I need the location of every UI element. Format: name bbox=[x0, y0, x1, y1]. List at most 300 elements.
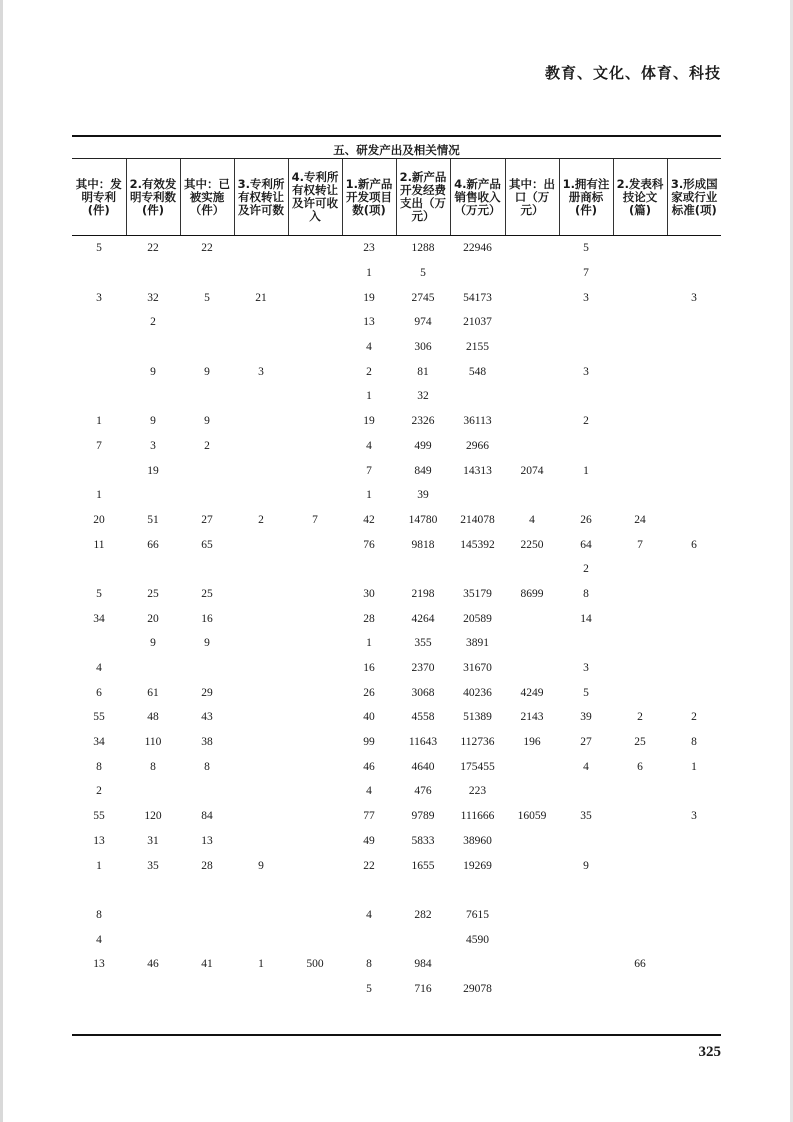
table-cell: 3 bbox=[258, 365, 264, 378]
table-cell bbox=[667, 359, 721, 384]
table-cell: 4 bbox=[366, 908, 372, 921]
table-cell: 25 bbox=[147, 587, 159, 600]
table-row bbox=[72, 853, 721, 878]
table-cell: 5 bbox=[96, 242, 102, 255]
table-row bbox=[72, 631, 721, 656]
table-cell bbox=[234, 458, 288, 483]
table-cell bbox=[180, 261, 234, 286]
table-cell bbox=[667, 384, 721, 409]
table-cell bbox=[234, 829, 288, 854]
table-cell bbox=[613, 927, 667, 952]
table-cell bbox=[288, 310, 342, 335]
table-cell: 2155 bbox=[466, 341, 489, 354]
table-cell bbox=[505, 384, 559, 409]
table-row bbox=[72, 606, 721, 631]
table-cell: 8 bbox=[204, 760, 210, 773]
table-cell bbox=[613, 261, 667, 286]
table-cell bbox=[505, 631, 559, 656]
table-cell: 500 bbox=[306, 958, 324, 971]
table-cell: 9 bbox=[150, 415, 156, 428]
table-cell: 27 bbox=[201, 513, 213, 526]
table-cell bbox=[396, 557, 450, 582]
table-cell: 984 bbox=[414, 958, 432, 971]
table-row bbox=[72, 261, 721, 286]
table-cell: 8699 bbox=[520, 587, 544, 600]
table-cell bbox=[234, 606, 288, 631]
table-cell: 9 bbox=[583, 859, 589, 872]
table-row bbox=[72, 705, 721, 730]
table-cell bbox=[126, 903, 180, 928]
column-header: 2.有效发明专利数(件) bbox=[126, 159, 180, 236]
table-cell: 30 bbox=[363, 587, 375, 600]
table-cell bbox=[342, 878, 396, 903]
table-cell bbox=[667, 582, 721, 607]
table-cell: 19 bbox=[363, 291, 375, 304]
table-cell: 4 bbox=[366, 341, 372, 354]
table-row bbox=[72, 754, 721, 779]
table-row bbox=[72, 582, 721, 607]
table-cell: 3 bbox=[583, 365, 589, 378]
table-cell: 2 bbox=[583, 563, 589, 576]
table-cell: 13 bbox=[201, 834, 213, 847]
table-cell: 9 bbox=[150, 365, 156, 378]
table-cell bbox=[288, 458, 342, 483]
table-row bbox=[72, 878, 721, 903]
table-cell bbox=[613, 434, 667, 459]
table-cell: 1655 bbox=[411, 859, 435, 872]
table-cell bbox=[505, 261, 559, 286]
table-cell: 2 bbox=[637, 711, 643, 724]
section-title: 五、研发产出及相关情况 bbox=[333, 143, 460, 157]
table-cell: 1 bbox=[366, 267, 372, 280]
table-cell: 39 bbox=[417, 489, 429, 502]
table-cell bbox=[288, 977, 342, 1002]
table-cell: 8 bbox=[366, 958, 372, 971]
table-cell bbox=[505, 754, 559, 779]
column-header: 1.新产品开发项目数(项) bbox=[342, 159, 396, 236]
table-cell: 20589 bbox=[463, 612, 492, 625]
table-cell: 40 bbox=[363, 711, 375, 724]
table-cell: 4558 bbox=[411, 711, 435, 724]
table-cell: 2 bbox=[583, 415, 589, 428]
table-cell bbox=[342, 557, 396, 582]
table-row bbox=[72, 927, 721, 952]
table-cell bbox=[559, 977, 613, 1002]
table-cell: 4 bbox=[366, 439, 372, 452]
table-cell bbox=[667, 853, 721, 878]
table-cell: 2074 bbox=[520, 464, 544, 477]
table-cell: 355 bbox=[414, 637, 432, 650]
table-cell: 24 bbox=[634, 513, 646, 526]
table-cell bbox=[613, 631, 667, 656]
table-body bbox=[72, 236, 721, 1002]
table-cell bbox=[505, 977, 559, 1002]
table-row bbox=[72, 977, 721, 1002]
table-cell: 716 bbox=[414, 982, 432, 995]
table-cell bbox=[180, 310, 234, 335]
table-cell: 16 bbox=[363, 662, 375, 675]
table-cell: 20 bbox=[147, 612, 159, 625]
table-cell: 26 bbox=[580, 513, 592, 526]
table-cell bbox=[450, 952, 505, 977]
table-cell: 6 bbox=[637, 760, 643, 773]
table-cell bbox=[613, 606, 667, 631]
table-cell bbox=[667, 927, 721, 952]
table-cell bbox=[72, 261, 126, 286]
table-cell: 13 bbox=[93, 958, 105, 971]
table-cell bbox=[180, 483, 234, 508]
table-cell: 22 bbox=[201, 242, 213, 255]
table-cell bbox=[72, 359, 126, 384]
table-cell bbox=[667, 606, 721, 631]
table-cell: 65 bbox=[201, 538, 213, 551]
table-cell: 46 bbox=[363, 760, 375, 773]
table-cell: 54173 bbox=[463, 291, 492, 304]
table-cell: 66 bbox=[634, 958, 646, 971]
table-cell: 2745 bbox=[411, 291, 435, 304]
table-cell bbox=[613, 853, 667, 878]
table-cell bbox=[396, 927, 450, 952]
table-cell: 2250 bbox=[520, 538, 544, 551]
table-cell bbox=[559, 927, 613, 952]
table-cell bbox=[234, 557, 288, 582]
table-cell: 8 bbox=[96, 908, 102, 921]
table-cell bbox=[613, 829, 667, 854]
table-cell bbox=[505, 853, 559, 878]
table-cell: 4640 bbox=[411, 760, 435, 773]
table-cell bbox=[288, 532, 342, 557]
table-cell: 51389 bbox=[463, 711, 492, 724]
table-cell: 5 bbox=[204, 291, 210, 304]
table-cell bbox=[450, 557, 505, 582]
table-cell bbox=[667, 310, 721, 335]
table-cell bbox=[288, 409, 342, 434]
table-cell: 41 bbox=[201, 958, 213, 971]
table-cell: 8 bbox=[691, 736, 697, 749]
table-row bbox=[72, 384, 721, 409]
table-cell: 66 bbox=[147, 538, 159, 551]
table-cell: 6 bbox=[691, 538, 697, 551]
table-cell bbox=[234, 903, 288, 928]
table-cell: 4249 bbox=[520, 686, 544, 699]
table-cell bbox=[72, 310, 126, 335]
table-cell: 5 bbox=[96, 587, 102, 600]
table-cell bbox=[667, 952, 721, 977]
table-row bbox=[72, 557, 721, 582]
table-cell bbox=[505, 483, 559, 508]
table-row bbox=[72, 779, 721, 804]
table-cell: 112736 bbox=[460, 736, 495, 749]
table-cell: 5833 bbox=[411, 834, 435, 847]
table-cell: 110 bbox=[144, 736, 162, 749]
table-cell: 5 bbox=[420, 267, 426, 280]
table-cell bbox=[180, 903, 234, 928]
table-row bbox=[72, 310, 721, 335]
table-cell: 77 bbox=[363, 810, 375, 823]
table-cell bbox=[667, 261, 721, 286]
table-row bbox=[72, 335, 721, 360]
table-row bbox=[72, 434, 721, 459]
table-cell: 25 bbox=[634, 736, 646, 749]
table-cell: 31670 bbox=[463, 662, 492, 675]
table-cell bbox=[126, 977, 180, 1002]
table-cell: 29078 bbox=[463, 982, 492, 995]
table-cell bbox=[234, 927, 288, 952]
table-cell bbox=[234, 582, 288, 607]
table-cell: 29 bbox=[201, 686, 213, 699]
table-cell bbox=[505, 335, 559, 360]
table-cell: 16059 bbox=[517, 810, 547, 823]
table-cell bbox=[450, 384, 505, 409]
table-cell bbox=[288, 483, 342, 508]
column-header: 2.新产品开发经费支出（万元） bbox=[396, 159, 450, 236]
table-cell: 9818 bbox=[411, 538, 435, 551]
table-cell bbox=[505, 779, 559, 804]
table-cell: 3 bbox=[583, 291, 589, 304]
table-cell: 23 bbox=[363, 242, 375, 255]
table-cell bbox=[234, 236, 288, 261]
table-cell bbox=[450, 483, 505, 508]
page-edge-left bbox=[0, 0, 3, 1122]
table-cell bbox=[559, 631, 613, 656]
table-cell: 9 bbox=[258, 859, 264, 872]
column-header: 1.拥有注册商标(件) bbox=[559, 159, 613, 236]
table-cell bbox=[288, 705, 342, 730]
table-cell: 28 bbox=[201, 859, 213, 872]
table-cell: 196 bbox=[523, 736, 541, 749]
table-cell: 3 bbox=[691, 810, 697, 823]
table-cell: 4 bbox=[529, 513, 535, 526]
table-cell: 9 bbox=[150, 637, 156, 650]
table-cell bbox=[234, 779, 288, 804]
table-cell bbox=[505, 656, 559, 681]
table-cell: 16 bbox=[201, 612, 213, 625]
table-cell: 548 bbox=[468, 365, 487, 378]
table-cell bbox=[505, 236, 559, 261]
table-cell: 7 bbox=[312, 513, 318, 526]
table-cell bbox=[288, 656, 342, 681]
table-cell bbox=[667, 977, 721, 1002]
table-cell bbox=[613, 903, 667, 928]
table-cell: 4264 bbox=[411, 612, 435, 625]
table-cell bbox=[72, 557, 126, 582]
table-cell: 49 bbox=[363, 834, 375, 847]
table-cell: 35 bbox=[580, 810, 592, 823]
table-cell: 34 bbox=[93, 736, 105, 749]
table-cell: 1 bbox=[96, 859, 102, 872]
table-cell: 476 bbox=[414, 785, 432, 798]
table-cell bbox=[559, 829, 613, 854]
table-cell bbox=[288, 853, 342, 878]
table-cell: 499 bbox=[414, 439, 432, 452]
table-cell: 42 bbox=[363, 513, 375, 526]
table-row bbox=[72, 483, 721, 508]
table-row bbox=[72, 829, 721, 854]
table-cell bbox=[505, 952, 559, 977]
table-cell bbox=[234, 977, 288, 1002]
table-cell bbox=[234, 532, 288, 557]
table-cell bbox=[667, 878, 721, 903]
table-cell bbox=[613, 582, 667, 607]
table-cell bbox=[667, 409, 721, 434]
table-cell: 2 bbox=[150, 316, 156, 329]
table-row bbox=[72, 903, 721, 928]
table-cell: 2 bbox=[366, 365, 372, 378]
table-cell bbox=[505, 310, 559, 335]
table-cell: 19 bbox=[147, 464, 159, 477]
table-cell: 35 bbox=[147, 859, 159, 872]
table-cell: 76 bbox=[363, 538, 375, 551]
table-cell bbox=[505, 409, 559, 434]
table-cell bbox=[234, 804, 288, 829]
column-header: 其中：出口（万元） bbox=[505, 159, 559, 236]
table-cell: 4590 bbox=[466, 933, 489, 946]
data-table bbox=[72, 159, 721, 1001]
running-head: 教育、文化、体育、科技 bbox=[544, 64, 721, 82]
table-cell: 3 bbox=[691, 291, 697, 304]
table-cell bbox=[288, 779, 342, 804]
table-cell: 38960 bbox=[463, 834, 492, 847]
column-header: 3.形成国家或行业标准(项) bbox=[667, 159, 721, 236]
table-cell bbox=[559, 952, 613, 977]
header-row bbox=[72, 159, 721, 236]
table-cell: 8 bbox=[96, 760, 102, 773]
table-cell: 11643 bbox=[408, 736, 438, 749]
table-cell bbox=[559, 903, 613, 928]
table-cell: 27 bbox=[580, 736, 592, 749]
table-cell: 28 bbox=[363, 612, 375, 625]
column-header: 4.新产品销售收入（万元） bbox=[450, 159, 505, 236]
table-cell bbox=[450, 261, 505, 286]
table-cell bbox=[288, 384, 342, 409]
table-cell bbox=[180, 878, 234, 903]
table-cell bbox=[667, 779, 721, 804]
table-cell: 21037 bbox=[463, 316, 492, 329]
table-cell: 99 bbox=[363, 736, 375, 749]
table-row bbox=[72, 532, 721, 557]
table-cell bbox=[180, 779, 234, 804]
table-cell bbox=[667, 631, 721, 656]
table-cell bbox=[288, 829, 342, 854]
table-cell: 14313 bbox=[463, 464, 492, 477]
table-cell bbox=[288, 631, 342, 656]
table-cell: 7 bbox=[366, 464, 372, 477]
table-cell: 9 bbox=[204, 637, 210, 650]
table-cell bbox=[667, 656, 721, 681]
table-cell bbox=[505, 557, 559, 582]
table-cell: 1 bbox=[258, 958, 264, 971]
table-cell: 214078 bbox=[460, 513, 495, 526]
table-cell bbox=[559, 310, 613, 335]
table-cell bbox=[559, 335, 613, 360]
table-cell: 5 bbox=[366, 982, 372, 995]
table-cell bbox=[234, 483, 288, 508]
table-cell: 2370 bbox=[411, 662, 435, 675]
table-cell bbox=[288, 557, 342, 582]
table-cell bbox=[126, 656, 180, 681]
table-cell: 2 bbox=[691, 711, 697, 724]
table-cell: 175455 bbox=[460, 760, 495, 773]
table-cell: 21 bbox=[255, 291, 267, 304]
table-cell: 32 bbox=[147, 291, 159, 304]
table-cell bbox=[288, 582, 342, 607]
table-cell bbox=[288, 434, 342, 459]
table-cell bbox=[234, 730, 288, 755]
table-cell: 25 bbox=[201, 587, 213, 600]
table-cell bbox=[613, 335, 667, 360]
table-cell bbox=[288, 606, 342, 631]
table-cell: 3891 bbox=[466, 637, 489, 650]
table-row bbox=[72, 458, 721, 483]
table-cell bbox=[234, 705, 288, 730]
table-cell bbox=[342, 927, 396, 952]
table-cell: 1 bbox=[366, 390, 372, 403]
column-header: 2.发表科技论文(篇) bbox=[613, 159, 667, 236]
table-cell: 34 bbox=[93, 612, 105, 625]
top-rule bbox=[72, 135, 721, 137]
table-cell bbox=[505, 878, 559, 903]
table-cell: 9789 bbox=[411, 810, 435, 823]
table-cell bbox=[288, 236, 342, 261]
table-cell bbox=[288, 754, 342, 779]
table-cell: 3068 bbox=[411, 686, 435, 699]
table-cell bbox=[126, 384, 180, 409]
table-cell bbox=[126, 779, 180, 804]
table-cell bbox=[126, 335, 180, 360]
table-cell: 223 bbox=[468, 785, 487, 798]
table-cell: 306 bbox=[414, 341, 432, 354]
table-cell: 13 bbox=[363, 316, 375, 329]
table-cell: 1 bbox=[96, 415, 102, 428]
column-header: 其中：发明专利(件) bbox=[72, 159, 126, 236]
table-cell: 2966 bbox=[466, 439, 489, 452]
table-cell: 9 bbox=[204, 365, 210, 378]
table-cell bbox=[505, 606, 559, 631]
table-cell bbox=[613, 779, 667, 804]
table-cell bbox=[288, 730, 342, 755]
table-cell: 2198 bbox=[411, 587, 435, 600]
table-cell: 1 bbox=[366, 489, 372, 502]
table-cell: 4 bbox=[96, 933, 102, 946]
table-cell: 61 bbox=[147, 686, 159, 699]
table-cell: 2326 bbox=[411, 415, 435, 428]
table-cell bbox=[180, 656, 234, 681]
table-cell: 1 bbox=[366, 637, 372, 650]
table-cell bbox=[667, 458, 721, 483]
column-header: 3.专利所有权转让及许可数 bbox=[234, 159, 288, 236]
table-cell bbox=[288, 903, 342, 928]
table-cell bbox=[667, 483, 721, 508]
table-cell bbox=[559, 434, 613, 459]
table-cell bbox=[613, 409, 667, 434]
table-cell: 2143 bbox=[520, 711, 544, 724]
table-cell: 8 bbox=[150, 760, 156, 773]
table-cell: 35179 bbox=[463, 587, 492, 600]
table-cell bbox=[234, 656, 288, 681]
table-cell bbox=[613, 977, 667, 1002]
table-cell: 51 bbox=[147, 513, 159, 526]
table-cell bbox=[234, 409, 288, 434]
table-cell: 64 bbox=[580, 538, 592, 551]
table-cell bbox=[505, 903, 559, 928]
table-cell: 2 bbox=[204, 439, 210, 452]
table-cell: 14780 bbox=[408, 513, 438, 526]
table-cell: 36113 bbox=[463, 415, 492, 428]
table-row bbox=[72, 804, 721, 829]
column-header: 其中：已被实施（件） bbox=[180, 159, 234, 236]
table-cell bbox=[613, 804, 667, 829]
table-cell bbox=[288, 927, 342, 952]
